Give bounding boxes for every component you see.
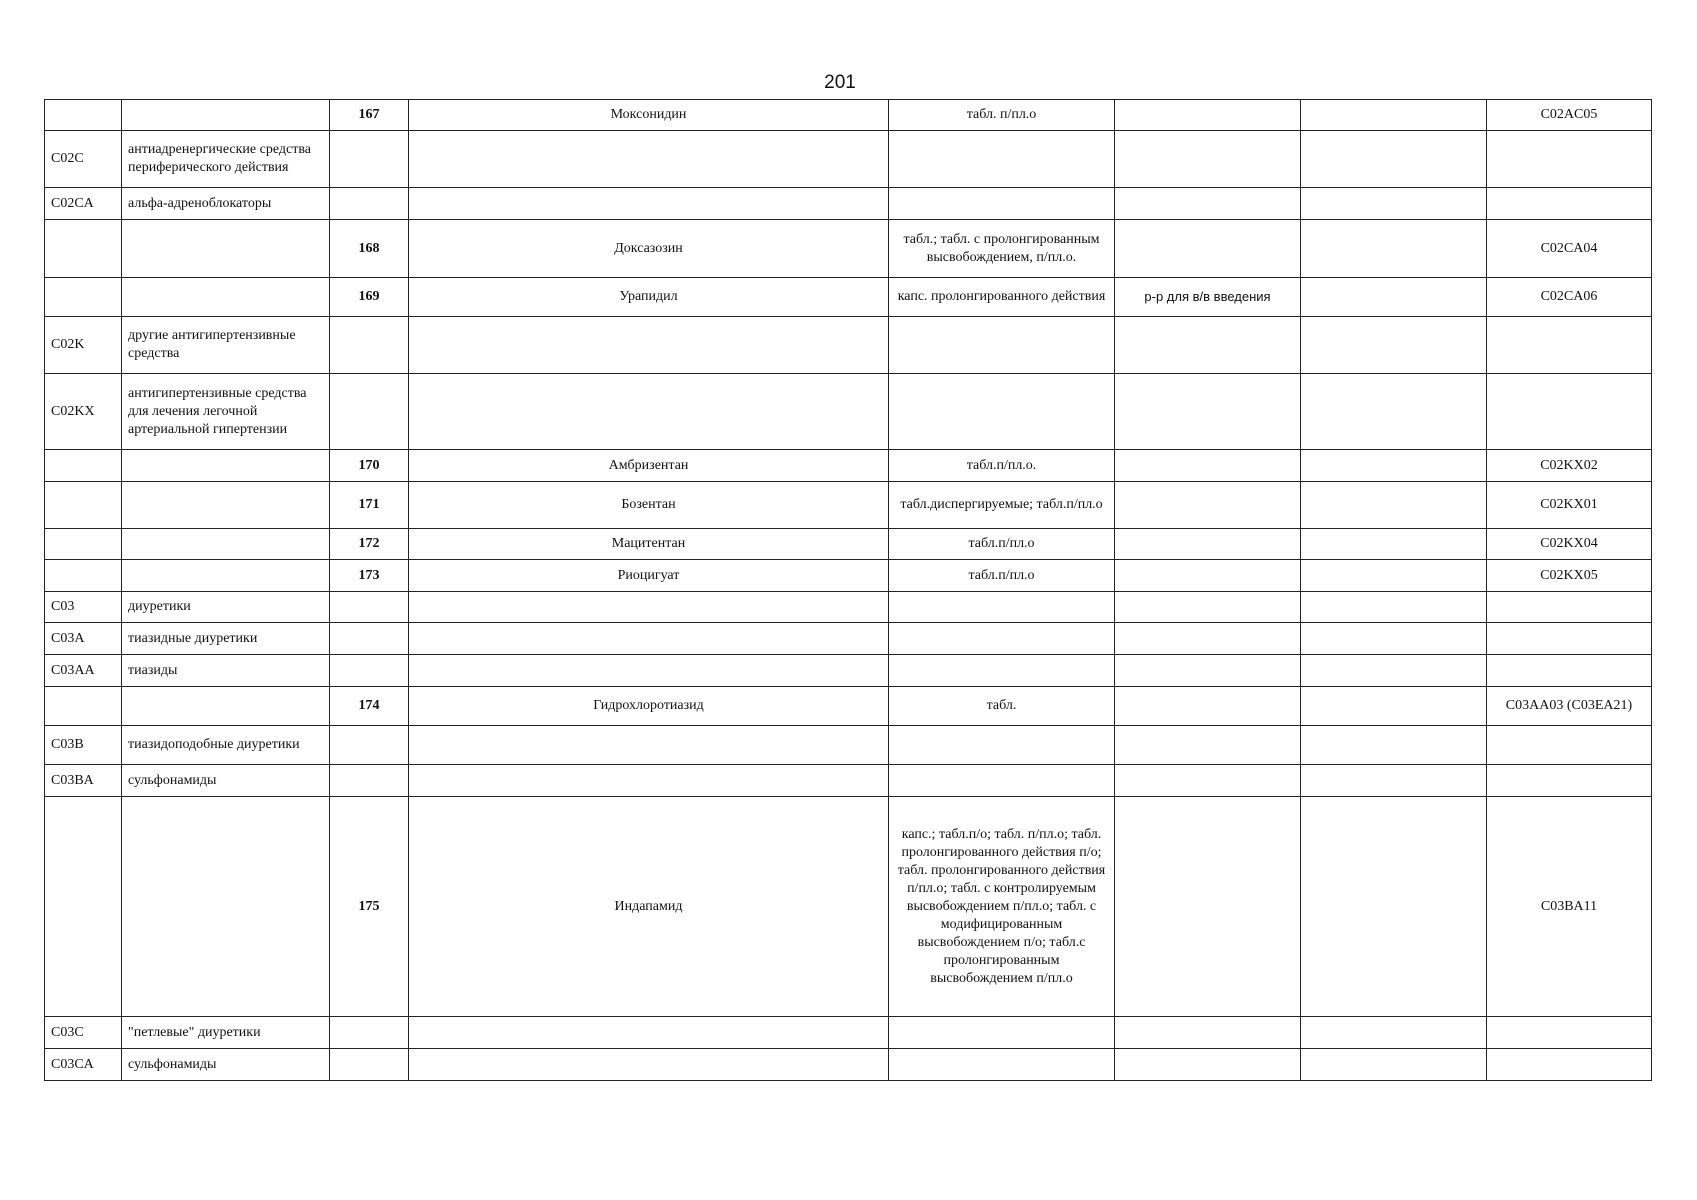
- dosage-form-alt: [1115, 655, 1301, 687]
- extra-column: [1301, 726, 1487, 765]
- atc-code: C02KX04: [1487, 529, 1652, 560]
- group-description: [122, 278, 330, 317]
- item-number: 175: [330, 797, 409, 1017]
- extra-column: [1301, 100, 1487, 131]
- extra-column: [1301, 1049, 1487, 1081]
- atc-group-code: C02KX: [45, 374, 122, 450]
- page-number: 201: [824, 72, 856, 93]
- atc-group-code: C02K: [45, 317, 122, 374]
- atc-code: [1487, 188, 1652, 220]
- dosage-form: [889, 1017, 1115, 1049]
- group-description: антиадренергические средства периферического действия: [122, 131, 330, 188]
- drug-name: [409, 592, 889, 623]
- extra-column: [1301, 374, 1487, 450]
- drug-name: Гидрохлоротиазид: [409, 687, 889, 726]
- atc-group-code: [45, 560, 122, 592]
- item-number: [330, 374, 409, 450]
- group-description: [122, 220, 330, 278]
- item-number: 174: [330, 687, 409, 726]
- group-description: "петлевые" диуретики: [122, 1017, 330, 1049]
- dosage-form: табл.; табл. с пролонгированным высвобождением, п/пл.о.: [889, 220, 1115, 278]
- drug-name: [409, 374, 889, 450]
- drug-name: [409, 765, 889, 797]
- atc-group-code: C03B: [45, 726, 122, 765]
- table-row: [45, 655, 1652, 687]
- group-description: другие антигипертензивные средства: [122, 317, 330, 374]
- dosage-form: табл.п/пл.о: [889, 529, 1115, 560]
- atc-code: [1487, 623, 1652, 655]
- atc-group-code: C03BA: [45, 765, 122, 797]
- dosage-form: [889, 188, 1115, 220]
- extra-column: [1301, 278, 1487, 317]
- item-number: [330, 726, 409, 765]
- dosage-form-alt: [1115, 317, 1301, 374]
- atc-group-code: [45, 687, 122, 726]
- atc-code: C02KX02: [1487, 450, 1652, 482]
- dosage-form: [889, 655, 1115, 687]
- atc-group-code: C03C: [45, 1017, 122, 1049]
- dosage-form: капс. пролонгированного действия: [889, 278, 1115, 317]
- item-number: 169: [330, 278, 409, 317]
- extra-column: [1301, 529, 1487, 560]
- table-row: [45, 317, 1652, 374]
- table-row: [45, 1049, 1652, 1081]
- group-description: тиазидные диуретики: [122, 623, 330, 655]
- dosage-form-alt: [1115, 100, 1301, 131]
- extra-column: [1301, 655, 1487, 687]
- dosage-form: табл.диспергируемые; табл.п/пл.о: [889, 482, 1115, 529]
- dosage-form: [889, 765, 1115, 797]
- atc-code: [1487, 131, 1652, 188]
- dosage-form: [889, 592, 1115, 623]
- drug-name: [409, 726, 889, 765]
- item-number: 172: [330, 529, 409, 560]
- atc-code: C02AC05: [1487, 100, 1652, 131]
- item-number: [330, 131, 409, 188]
- dosage-form-alt: [1115, 482, 1301, 529]
- atc-group-code: C03A: [45, 623, 122, 655]
- table-row: [45, 765, 1652, 797]
- dosage-form-alt: [1115, 529, 1301, 560]
- group-description: сульфонамиды: [122, 765, 330, 797]
- drug-name: Амбризентан: [409, 450, 889, 482]
- group-description: диуретики: [122, 592, 330, 623]
- atc-code: [1487, 592, 1652, 623]
- item-number: [330, 655, 409, 687]
- drug-registry-table: [44, 99, 1652, 1081]
- atc-code: C02CA06: [1487, 278, 1652, 317]
- dosage-form: [889, 131, 1115, 188]
- table-row: [45, 592, 1652, 623]
- table-row: [45, 450, 1652, 482]
- atc-group-code: [45, 482, 122, 529]
- dosage-form-alt: [1115, 687, 1301, 726]
- item-number: [330, 1017, 409, 1049]
- drug-name: Доксазозин: [409, 220, 889, 278]
- item-number: [330, 592, 409, 623]
- atc-code: C02CA04: [1487, 220, 1652, 278]
- dosage-form: [889, 623, 1115, 655]
- group-description: [122, 560, 330, 592]
- table-row: [45, 220, 1652, 278]
- atc-group-code: [45, 100, 122, 131]
- group-description: [122, 529, 330, 560]
- table-row: [45, 278, 1652, 317]
- table-row: [45, 560, 1652, 592]
- drug-name: [409, 317, 889, 374]
- dosage-form: табл.п/пл.о: [889, 560, 1115, 592]
- dosage-form-alt: [1115, 220, 1301, 278]
- table-row: [45, 374, 1652, 450]
- atc-code: C02KX05: [1487, 560, 1652, 592]
- table-row: [45, 623, 1652, 655]
- dosage-form-alt: [1115, 765, 1301, 797]
- drug-name: Бозентан: [409, 482, 889, 529]
- drug-name: Моксонидин: [409, 100, 889, 131]
- extra-column: [1301, 560, 1487, 592]
- table-row: [45, 529, 1652, 560]
- extra-column: [1301, 188, 1487, 220]
- extra-column: [1301, 687, 1487, 726]
- group-description: [122, 100, 330, 131]
- dosage-form-alt: [1115, 188, 1301, 220]
- atc-code: [1487, 317, 1652, 374]
- atc-group-code: [45, 220, 122, 278]
- dosage-form-alt: [1115, 623, 1301, 655]
- atc-code: [1487, 1049, 1652, 1081]
- dosage-form: капс.; табл.п/о; табл. п/пл.о; табл. пролонгированного действия п/о; табл. пролонгированного действия п/пл.о; табл. с контролируемым высвобождением п/пл.о; табл. с модифицированным высвобождением п/о; табл.с пролонгированным высвобождением п/пл.о: [889, 797, 1115, 1017]
- group-description: [122, 797, 330, 1017]
- drug-name: [409, 655, 889, 687]
- atc-group-code: C02CA: [45, 188, 122, 220]
- atc-group-code: C03CA: [45, 1049, 122, 1081]
- drug-name: Урапидил: [409, 278, 889, 317]
- atc-code: [1487, 655, 1652, 687]
- dosage-form-alt: [1115, 450, 1301, 482]
- drug-name: [409, 188, 889, 220]
- atc-code: C02KX01: [1487, 482, 1652, 529]
- atc-group-code: [45, 797, 122, 1017]
- item-number: [330, 317, 409, 374]
- atc-group-code: [45, 278, 122, 317]
- extra-column: [1301, 1017, 1487, 1049]
- dosage-form: [889, 1049, 1115, 1081]
- dosage-form-alt: [1115, 592, 1301, 623]
- atc-group-code: [45, 450, 122, 482]
- atc-group-code: C03: [45, 592, 122, 623]
- table-row: [45, 687, 1652, 726]
- item-number: [330, 623, 409, 655]
- item-number: 170: [330, 450, 409, 482]
- dosage-form-alt: [1115, 560, 1301, 592]
- group-description: [122, 687, 330, 726]
- group-description: [122, 482, 330, 529]
- drug-name: [409, 131, 889, 188]
- group-description: тиазиды: [122, 655, 330, 687]
- dosage-form-alt: р-р для в/в введения: [1115, 278, 1301, 317]
- atc-code: [1487, 726, 1652, 765]
- dosage-form: табл.п/пл.о.: [889, 450, 1115, 482]
- dosage-form: [889, 317, 1115, 374]
- extra-column: [1301, 317, 1487, 374]
- dosage-form-alt: [1115, 726, 1301, 765]
- group-description: [122, 450, 330, 482]
- dosage-form-alt: [1115, 1017, 1301, 1049]
- extra-column: [1301, 482, 1487, 529]
- table-row: [45, 1017, 1652, 1049]
- extra-column: [1301, 623, 1487, 655]
- drug-name: [409, 1049, 889, 1081]
- item-number: 168: [330, 220, 409, 278]
- item-number: 167: [330, 100, 409, 131]
- table-row: [45, 797, 1652, 1017]
- extra-column: [1301, 765, 1487, 797]
- extra-column: [1301, 592, 1487, 623]
- atc-group-code: C03AA: [45, 655, 122, 687]
- atc-code: C03BA11: [1487, 797, 1652, 1017]
- item-number: 173: [330, 560, 409, 592]
- drug-name: [409, 623, 889, 655]
- dosage-form: [889, 726, 1115, 765]
- item-number: [330, 1049, 409, 1081]
- dosage-form-alt: [1115, 1049, 1301, 1081]
- atc-group-code: [45, 529, 122, 560]
- group-description: альфа-адреноблокаторы: [122, 188, 330, 220]
- dosage-form-alt: [1115, 797, 1301, 1017]
- atc-code: [1487, 765, 1652, 797]
- dosage-form-alt: [1115, 131, 1301, 188]
- item-number: [330, 765, 409, 797]
- dosage-form-alt: [1115, 374, 1301, 450]
- group-description: сульфонамиды: [122, 1049, 330, 1081]
- atc-group-code: C02C: [45, 131, 122, 188]
- table-row: [45, 726, 1652, 765]
- group-description: антигипертензивные средства для лечения легочной артериальной гипертензии: [122, 374, 330, 450]
- extra-column: [1301, 797, 1487, 1017]
- item-number: [330, 188, 409, 220]
- drug-name: [409, 1017, 889, 1049]
- dosage-form: табл.: [889, 687, 1115, 726]
- atc-code: [1487, 374, 1652, 450]
- drug-name: Мацитентан: [409, 529, 889, 560]
- dosage-form: [889, 374, 1115, 450]
- group-description: тиазидоподобные диуретики: [122, 726, 330, 765]
- extra-column: [1301, 450, 1487, 482]
- item-number: 171: [330, 482, 409, 529]
- drug-name: Риоцигуат: [409, 560, 889, 592]
- atc-code: C03AA03 (C03EA21): [1487, 687, 1652, 726]
- table-row: [45, 100, 1652, 131]
- extra-column: [1301, 220, 1487, 278]
- drug-name: Индапамид: [409, 797, 889, 1017]
- table-row: [45, 131, 1652, 188]
- atc-code: [1487, 1017, 1652, 1049]
- extra-column: [1301, 131, 1487, 188]
- table-row: [45, 482, 1652, 529]
- table-row: [45, 188, 1652, 220]
- dosage-form: табл. п/пл.о: [889, 100, 1115, 131]
